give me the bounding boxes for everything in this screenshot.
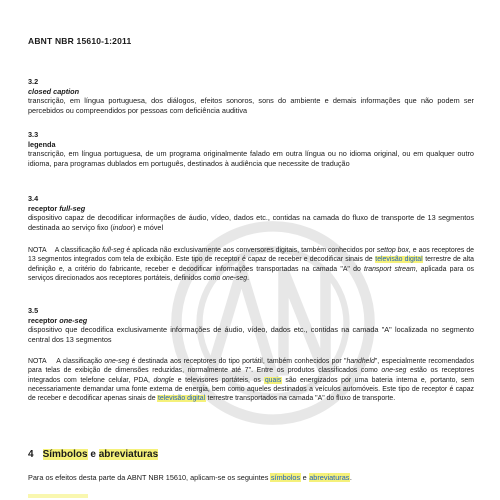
section-definition: dispositivo que decodifica exclusivamente informações de áudio, vídeo, dados etc., contidas na camada "A" localizada no segmento central dos 13 segmentos [28, 325, 474, 344]
section-3-5 [28, 306, 474, 344]
section-definition: dispositivo capaz de decodificar informações de áudio, vídeo, dados etc., contidas na camada do fluxo de transporte de 13 segmentos destinada ao serviço fixo (indoor) e móvel [28, 213, 474, 232]
document-header: ABNT NBR 15610-1:2011 [28, 36, 132, 46]
section-term: receptor full-seg [28, 203, 86, 213]
section-number: 3.2 [28, 77, 39, 86]
highlight: quais [264, 376, 282, 384]
note-3-4: NOTA A classificação full-seg é aplicada não exclusivamente aos conversores digitais, também conhecidos por settop box, e aos receptores de 13 segmentos integrados com tela de exibição. Este tipo de receptor é capaz de receber e decodificar sinais de televisão digital terrestre de alta definição e, a critério do fabricante, receber e decodificar informações transportadas na camada "A" do transport stream, aplicada para os serviços direcionados aos receptores portáteis, definidos como one-seg. [28, 247, 474, 282]
closing-paragraph: Para os efeitos desta parte da ABNT NBR 15610, aplicam-se os seguintes símbolos e abreviaturas. [28, 473, 352, 482]
section-definition: transcrição, em língua portuguesa, de um programa originalmente falado em outra língua ou no idioma original, ou em qualquer outro idioma, para programas dublados em português, destinados à audiência que necessite de tradução [28, 149, 474, 168]
section-3-2 [28, 77, 474, 115]
note-3-5: NOTA A classificação one-seg é destinada aos receptores do tipo portátil, também conhecidos por "handheld", especialmente recomendados para telas de exibição de dimensões reduzidas, normalmente até 7". Entre os produtos classificados como one-seg estão os receptores integrados com telefone celular, PDA, dongle e televisores portáteis, os quais são energizados por uma bateria interna e, portanto, sem necessariamente demandar uma fonte externa de energia, bem como aqueles destinados a veículos automóveis. Este tipo de receptor é capaz de receber e decodificar apenas sinais de televisão digital terrestre transportados na camada "A" do fluxo de transporte. [28, 358, 475, 403]
section-number: 3.4 [28, 194, 39, 203]
section-term: legenda [28, 139, 56, 149]
section-3-3 [28, 130, 474, 168]
chapter-heading: 4 Símbolos e abreviaturas [28, 449, 159, 460]
highlight: televisão digital [157, 395, 206, 403]
section-term: closed caption [28, 86, 80, 96]
highlight: abreviaturas [309, 473, 350, 482]
section-number: 3.3 [28, 130, 39, 139]
highlight: televisão digital [375, 256, 423, 264]
section-3-4 [28, 194, 474, 232]
highlight: símbolos [270, 473, 301, 482]
section-number: 3.5 [28, 306, 39, 315]
cut-off-highlight [28, 494, 88, 498]
section-term: receptor one-seg [28, 315, 88, 325]
section-definition: transcrição, em língua portuguesa, dos diálogos, efeitos sonoros, sons do ambiente e demais informações que não podem ser percebidos ou compreendidos por pessoas com deficiência auditiva [28, 96, 474, 115]
